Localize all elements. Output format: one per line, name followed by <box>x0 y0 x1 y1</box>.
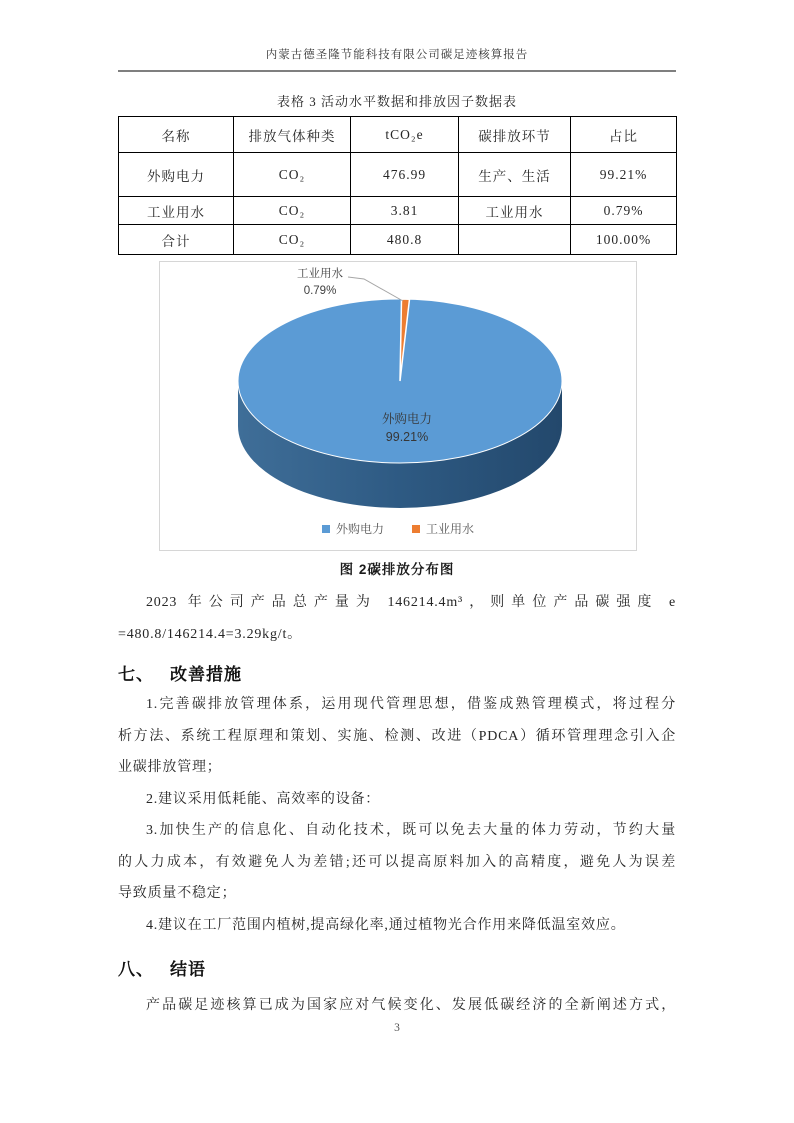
table-row <box>119 153 677 197</box>
col-header-gas: 排放气体种类 <box>234 117 351 153</box>
improvement-paragraph-3 <box>118 815 676 910</box>
cell-name: 工业用水 <box>119 197 234 225</box>
slice-label-water-value: 0.79% <box>303 285 337 297</box>
improvement-paragraph-2 <box>118 784 676 816</box>
cell-stage <box>459 225 571 255</box>
cell-tco2e: 480.8 <box>351 225 459 255</box>
cell-stage: 工业用水 <box>459 197 571 225</box>
cell-tco2e: 3.81 <box>351 197 459 225</box>
table-row <box>119 225 677 255</box>
paragraph-line: 产品碳足迹核算已成为国家应对气候变化、发展低碳经济的全新阐述方式， <box>146 998 676 1013</box>
col-header-name: 名称 <box>119 117 234 153</box>
paragraph-line: =480.8/146214.4=3.29kg/t。 <box>118 626 302 642</box>
conclusion-paragraph <box>118 990 676 1022</box>
paragraph-line: 业碳排放管理； <box>118 760 222 775</box>
legend-swatch-blue-icon <box>322 525 330 533</box>
intro-paragraph <box>118 587 676 650</box>
cell-name: 外购电力 <box>119 153 234 197</box>
cell-share: 0.79% <box>571 197 677 225</box>
page-number: 3 <box>394 1022 400 1034</box>
cell-stage: 生产、生活 <box>459 153 571 197</box>
slice-label-electricity-name: 外购电力 <box>381 412 432 426</box>
section-title: 改善措施 <box>170 665 242 684</box>
cell-share: 99.21% <box>571 153 677 197</box>
paragraph-line: 3.加快生产的信息化、自动化技术，既可以免去大量的体力劳动，节约大量 <box>146 823 676 838</box>
improvement-paragraph-1 <box>118 689 676 784</box>
pie-chart-canvas <box>160 262 636 550</box>
col-header-share: 占比 <box>571 117 677 153</box>
legend-label-water: 工业用水 <box>426 522 475 536</box>
slice-label-water <box>274 266 366 300</box>
cell-gas: CO₂ <box>234 225 351 255</box>
paragraph-line: 4.建议在工厂范围内植树,提高绿化率,通过植物光合作用来降低温室效应。 <box>146 917 626 933</box>
paragraph-line: 2.建议采用低耗能、高效率的设备： <box>146 791 381 807</box>
cell-tco2e: 476.99 <box>351 153 459 197</box>
paragraph-line: 2023 年公司产品总产量为 146214.4m³，则单位产品碳强度 e <box>146 595 676 610</box>
emission-data-table <box>118 116 677 255</box>
figure-caption: 图 2碳排放分布图 <box>339 562 455 577</box>
legend-label-electricity: 外购电力 <box>335 522 384 536</box>
section-heading-conclusion <box>118 955 676 980</box>
section-heading-improvement <box>118 660 676 685</box>
legend-item-water <box>412 520 474 537</box>
section-number: 七、 <box>118 665 154 684</box>
legend-swatch-orange-icon <box>412 525 420 533</box>
pie-chart <box>159 261 637 551</box>
cell-name: 合计 <box>119 225 234 255</box>
chart-legend <box>160 520 636 537</box>
improvement-paragraph-4 <box>118 910 676 942</box>
paragraph-line: 导致质量不稳定； <box>118 886 237 901</box>
cell-gas: CO₂ <box>234 153 351 197</box>
table-title: 表格 3 活动水平数据和排放因子数据表 <box>276 94 517 109</box>
table-header-row <box>119 117 677 153</box>
slice-label-electricity-value: 99.21% <box>385 430 429 444</box>
cell-gas: CO₂ <box>234 197 351 225</box>
table-row <box>119 197 677 225</box>
cell-share: 100.00% <box>571 225 677 255</box>
legend-item-electricity <box>322 520 384 537</box>
section-title: 结语 <box>170 960 206 979</box>
page-header <box>118 0 676 72</box>
col-header-tco2e: tCO₂e <box>351 117 459 153</box>
slice-label-water-name: 工业用水 <box>297 268 343 280</box>
paragraph-line: 的人力成本，有效避免人为差错;还可以提高原料加入的高精度，避免人为误差 <box>118 854 676 870</box>
col-header-stage: 碳排放环节 <box>459 117 571 153</box>
paragraph-line: 1.完善碳排放管理体系，运用现代管理思想，借鉴成熟管理模式，将过程分 <box>146 697 676 712</box>
paragraph-line: 析方法、系统工程原理和策划、实施、检测、改进（PDCA）循环管理理念引入企 <box>118 728 676 744</box>
header-title: 内蒙古德圣隆节能科技有限公司碳足迹核算报告 <box>265 49 529 61</box>
slice-label-electricity <box>327 410 487 446</box>
section-number: 八、 <box>118 960 154 979</box>
